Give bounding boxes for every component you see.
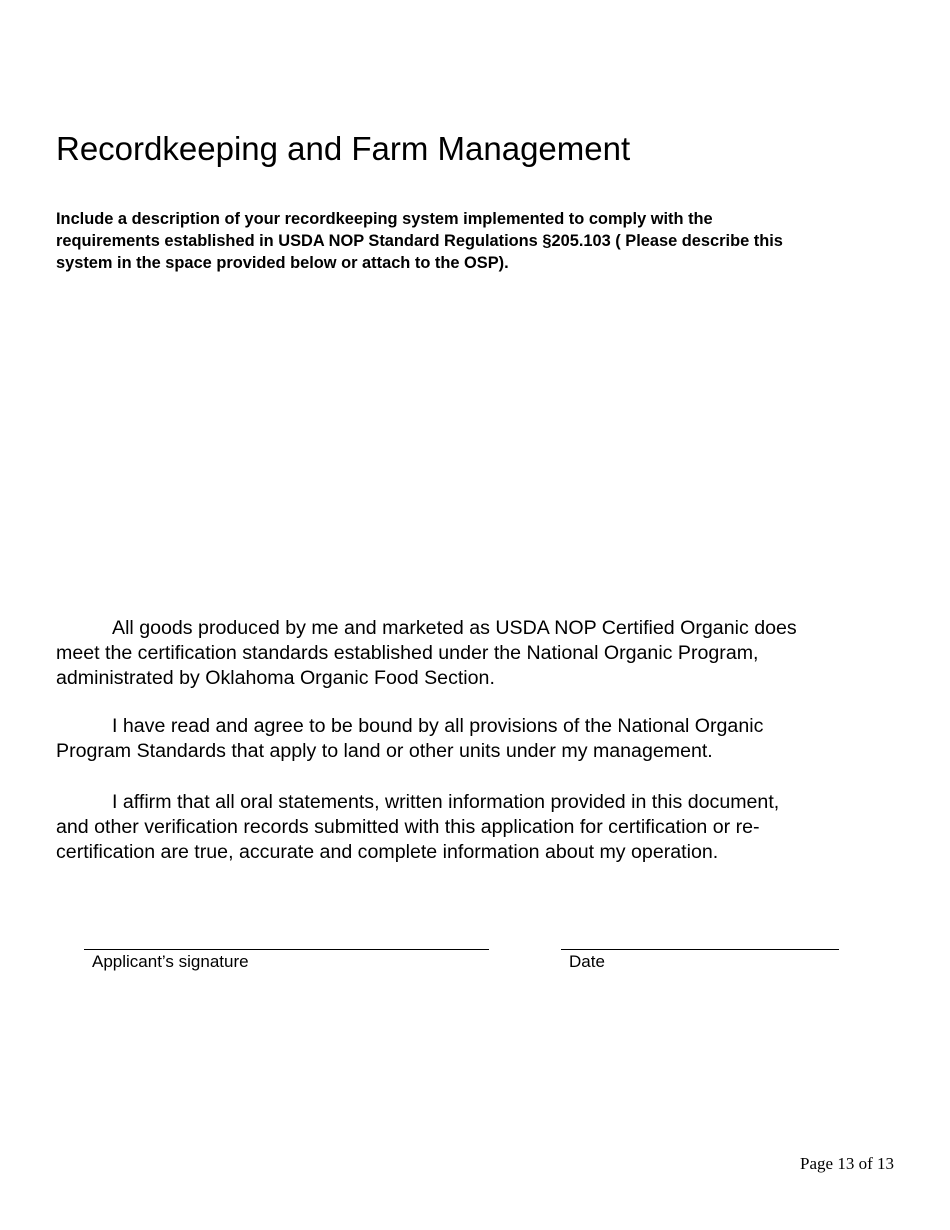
applicant-signature-label: Applicant’s signature [92, 952, 249, 971]
statement-line: and other verification records submitted with this application for certification or re- [56, 816, 760, 838]
applicant-signature-line[interactable] [84, 949, 489, 950]
statement-line: All goods produced by me and marketed as USDA NOP Certified Organic does [112, 617, 797, 639]
instruction-line: requirements established in USDA NOP Standard Regulations §205.103 ( Please describe this [56, 232, 783, 250]
statement-line: administrated by Oklahoma Organic Food Section. [56, 667, 495, 689]
instruction-line: system in the space provided below or attach to the OSP). [56, 254, 509, 272]
statement-line: I have read and agree to be bound by all provisions of the National Organic [112, 715, 764, 737]
statement-line: Program Standards that apply to land or other units under my management. [56, 740, 713, 762]
recordkeeping-description-area[interactable] [56, 285, 896, 605]
statement-line: certification are true, accurate and complete information about my operation. [56, 841, 719, 863]
recordkeeping-instructions [56, 208, 906, 274]
section-title: Recordkeeping and Farm Management [56, 130, 631, 167]
certification-statement-affirmation [56, 790, 779, 865]
page-number: Page 13 of 13 [800, 1154, 894, 1173]
instruction-line: Include a description of your recordkeeping system implemented to comply with the [56, 210, 713, 228]
statement-line: I affirm that all oral statements, written information provided in this document, [112, 791, 780, 813]
certification-statement-agreement [56, 714, 763, 764]
statement-line: meet the certification standards established under the National Organic Program, [56, 642, 759, 664]
date-line[interactable] [561, 949, 839, 950]
certification-statement-organic-goods [56, 616, 797, 691]
date-label: Date [569, 952, 605, 971]
